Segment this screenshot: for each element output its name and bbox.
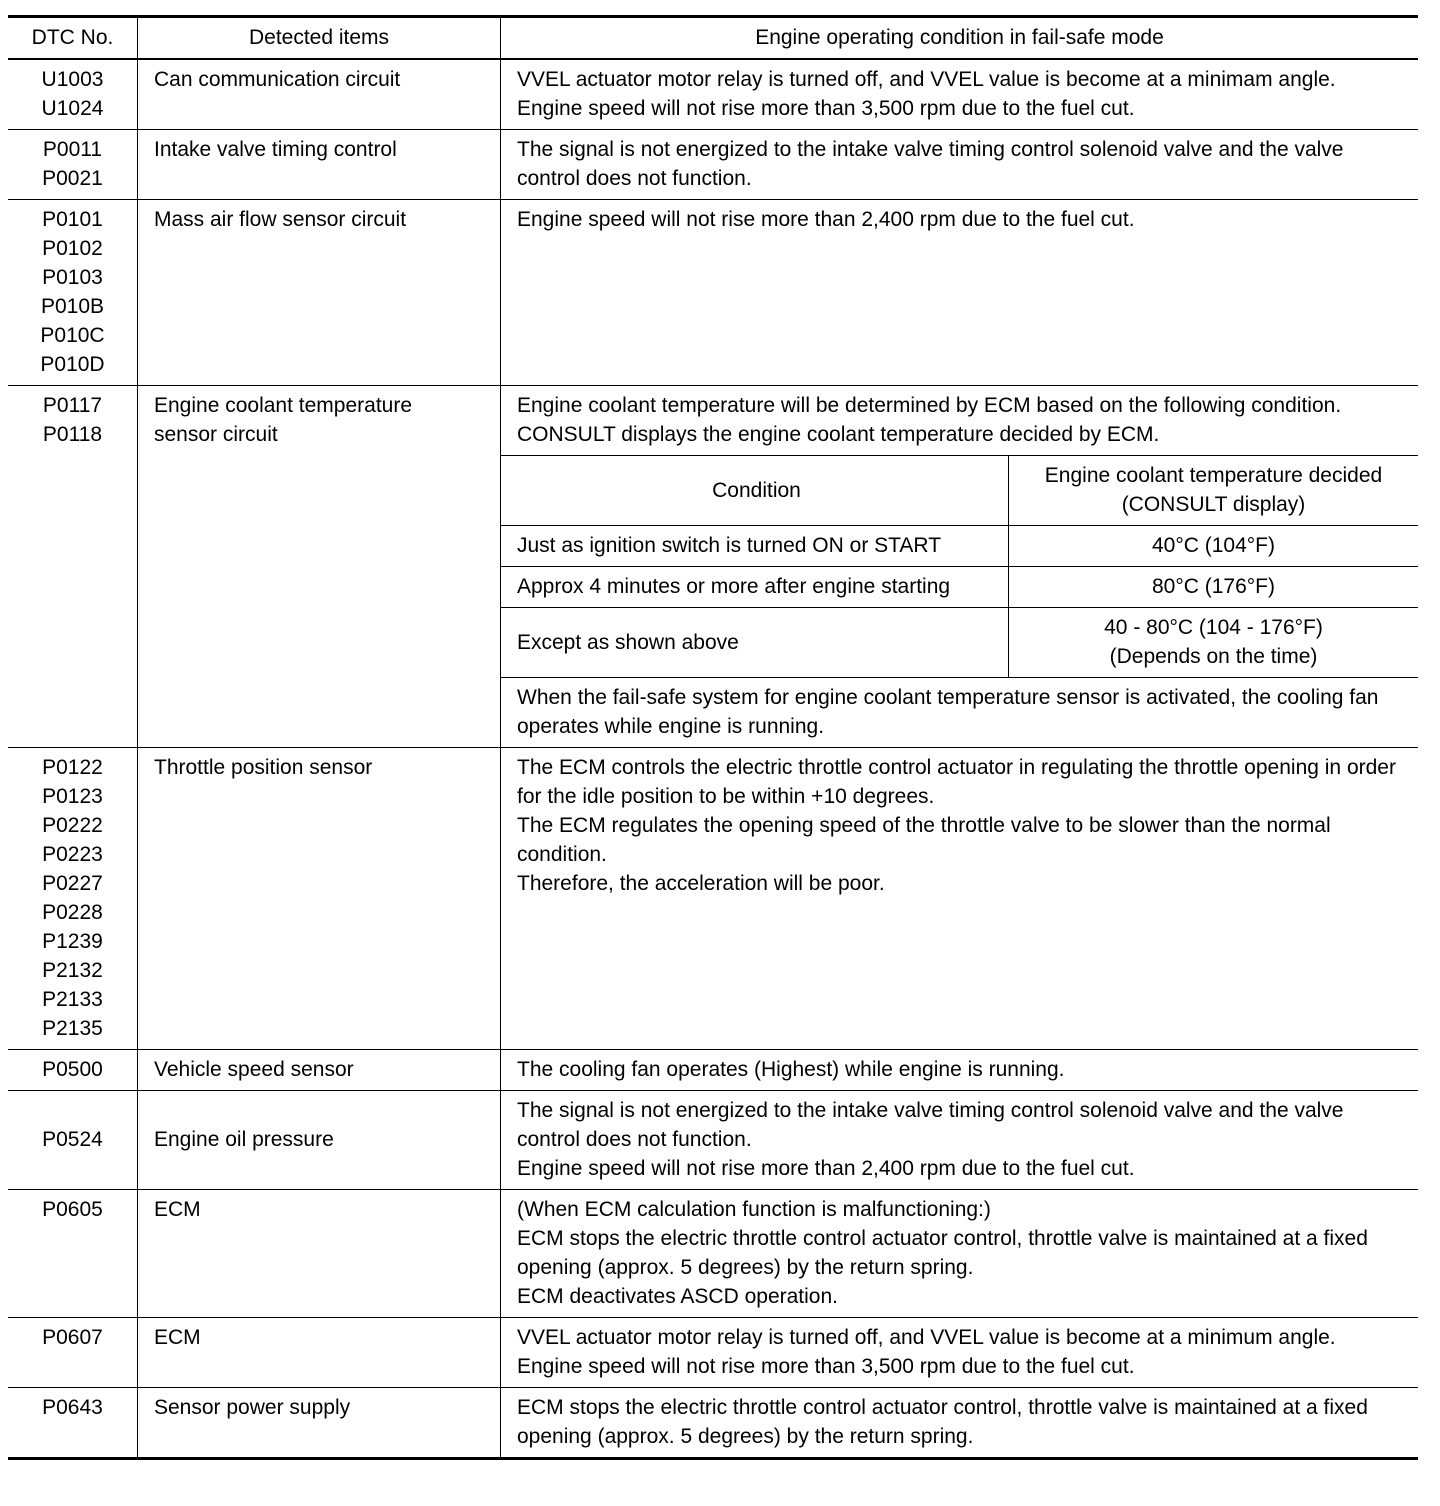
detected-item: Intake valve timing control — [138, 130, 501, 200]
condition-line: Engine speed will not rise more than 2,400 rpm due to the fuel cut. — [517, 1157, 1135, 1180]
dtc-code: P2135 — [42, 1017, 103, 1040]
table-row — [8, 1091, 1418, 1190]
header-operating-condition: Engine operating condition in fail-safe mode — [501, 17, 1419, 60]
dtc-code: P010C — [40, 324, 105, 347]
dtc-code: P0021 — [42, 167, 103, 190]
detected-item: Engine oil pressure — [138, 1091, 501, 1190]
fail-safe-table-page — [8, 15, 1418, 1460]
table-row — [8, 1318, 1418, 1388]
subtable-value-line: 40 - 80°C (104 - 176°F) — [1104, 616, 1323, 639]
table-row — [8, 59, 1418, 130]
dtc-code: P0102 — [42, 237, 103, 260]
detected-item: Can communication circuit — [138, 59, 501, 130]
dtc-code: P0117 — [42, 394, 103, 417]
dtc-code: P1239 — [42, 930, 103, 953]
condition-line: CONSULT displays the engine coolant temperature decided by ECM. — [517, 423, 1160, 446]
dtc-code: P0228 — [42, 901, 103, 924]
condition-cell — [501, 1091, 1419, 1190]
table-row — [8, 200, 1418, 386]
subtable-header-condition: Condition — [501, 456, 1009, 526]
dtc-code: P0227 — [42, 872, 103, 895]
detected-item: ECM — [138, 1190, 501, 1318]
table-row — [8, 1388, 1418, 1459]
subtable-value — [1009, 567, 1419, 608]
condition-cell — [501, 1318, 1419, 1388]
dtc-codes — [8, 748, 138, 1050]
condition-line: ECM deactivates ASCD operation. — [517, 1285, 838, 1308]
condition-line: The cooling fan operates (Highest) while engine is running. — [517, 1058, 1065, 1081]
subtable-row — [501, 567, 1418, 608]
dtc-code: P010D — [40, 353, 105, 376]
condition-cell — [501, 386, 1419, 748]
fail-safe-table — [8, 15, 1418, 1460]
header-dtc: DTC No. — [8, 17, 138, 60]
detected-item-line: Engine coolant temperature — [154, 394, 412, 417]
coolant-temperature-subtable — [501, 455, 1418, 677]
condition-line: The ECM regulates the opening speed of the throttle valve to be slower than the normal condition. — [517, 814, 1331, 866]
subtable-row — [501, 608, 1418, 678]
condition-cell — [501, 748, 1419, 1050]
table-row — [8, 386, 1418, 748]
subtable-condition: Approx 4 minutes or more after engine starting — [501, 567, 1009, 608]
subtable-value — [1009, 608, 1419, 678]
detected-item-line: sensor circuit — [154, 423, 278, 446]
dtc-code: P0122 — [42, 756, 103, 779]
condition-line: VVEL actuator motor relay is turned off, and VVEL value is become at a minimum angle. — [517, 1326, 1336, 1349]
coolant-intro — [501, 386, 1418, 455]
condition-line: Engine speed will not rise more than 3,500 rpm due to the fuel cut. — [517, 1355, 1135, 1378]
condition-line: The signal is not energized to the intake valve timing control solenoid valve and the valve control does not function. — [517, 138, 1344, 190]
subtable-header-line: Engine coolant temperature decided — [1044, 464, 1383, 487]
condition-cell — [501, 130, 1419, 200]
subtable-value-line: (Depends on the time) — [1109, 645, 1318, 668]
table-row — [8, 1190, 1418, 1318]
condition-cell — [501, 1190, 1419, 1318]
table-row — [8, 748, 1418, 1050]
subtable-header-line: (CONSULT display) — [1121, 493, 1306, 516]
condition-cell — [501, 200, 1419, 386]
table-row — [8, 1050, 1418, 1091]
detected-item: ECM — [138, 1318, 501, 1388]
subtable-row — [501, 526, 1418, 567]
condition-line: The ECM controls the electric throttle control actuator in regulating the throttle opening in order for the idle position to be within +10 degrees. — [517, 756, 1396, 808]
subtable-value-line: 80°C (176°F) — [1151, 575, 1275, 598]
dtc-codes — [8, 1318, 138, 1388]
dtc-code: P0643 — [42, 1396, 103, 1419]
detected-item: Sensor power supply — [138, 1388, 501, 1459]
dtc-code: U1024 — [41, 97, 104, 120]
condition-line: ECM stops the electric throttle control actuator control, throttle valve is maintained at a fixed opening (approx. 5 degrees) by the return spring. — [517, 1396, 1368, 1448]
header-detected-items: Detected items — [138, 17, 501, 60]
dtc-code: P0101 — [42, 208, 103, 231]
condition-cell — [501, 1050, 1419, 1091]
condition-line: ECM stops the electric throttle control actuator control, throttle valve is maintained at a fixed opening (approx. 5 degrees) by the return spring. — [517, 1227, 1368, 1279]
dtc-code: P0223 — [42, 843, 103, 866]
dtc-codes — [8, 130, 138, 200]
condition-line: (When ECM calculation function is malfunctioning:) — [517, 1198, 991, 1221]
dtc-codes — [8, 1190, 138, 1318]
coolant-note: When the fail-safe system for engine coolant temperature sensor is activated, the cooling fan operates while engine is running. — [501, 677, 1418, 747]
dtc-code: P0103 — [42, 266, 103, 289]
subtable-header-decided — [1009, 456, 1419, 526]
subtable-header-row — [501, 456, 1418, 526]
dtc-code: P0011 — [42, 138, 103, 161]
condition-line: The signal is not energized to the intake valve timing control solenoid valve and the valve control does not function. — [517, 1099, 1344, 1151]
dtc-code: P0524 — [42, 1128, 103, 1151]
subtable-condition: Except as shown above — [501, 608, 1009, 678]
dtc-code: P0118 — [42, 423, 103, 446]
condition-cell — [501, 1388, 1419, 1459]
condition-line: Engine speed will not rise more than 3,500 rpm due to the fuel cut. — [517, 97, 1135, 120]
subtable-value — [1009, 526, 1419, 567]
detected-item: Throttle position sensor — [138, 748, 501, 1050]
detected-item — [138, 386, 501, 748]
condition-cell — [501, 59, 1419, 130]
dtc-codes — [8, 200, 138, 386]
dtc-codes — [8, 1091, 138, 1190]
detected-item: Mass air flow sensor circuit — [138, 200, 501, 386]
detected-item: Vehicle speed sensor — [138, 1050, 501, 1091]
condition-line: VVEL actuator motor relay is turned off, and VVEL value is become at a minimam angle. — [517, 68, 1336, 91]
dtc-code: P0123 — [42, 785, 103, 808]
dtc-code: P010B — [40, 295, 105, 318]
dtc-code: U1003 — [41, 68, 104, 91]
condition-line: Engine speed will not rise more than 2,400 rpm due to the fuel cut. — [517, 208, 1135, 231]
dtc-codes — [8, 59, 138, 130]
subtable-condition: Just as ignition switch is turned ON or START — [501, 526, 1009, 567]
dtc-code: P0222 — [42, 814, 103, 837]
subtable-value-line: 40°C (104°F) — [1151, 534, 1275, 557]
dtc-code: P0605 — [42, 1198, 103, 1221]
dtc-code: P2132 — [42, 959, 103, 982]
condition-line: Therefore, the acceleration will be poor. — [517, 872, 885, 895]
dtc-code: P0500 — [42, 1058, 103, 1081]
dtc-codes — [8, 1050, 138, 1091]
table-header-row — [8, 17, 1418, 60]
dtc-codes — [8, 1388, 138, 1459]
condition-line: Engine coolant temperature will be determined by ECM based on the following condition. — [517, 394, 1342, 417]
dtc-codes — [8, 386, 138, 748]
table-row — [8, 130, 1418, 200]
dtc-code: P2133 — [42, 988, 103, 1011]
dtc-code: P0607 — [42, 1326, 103, 1349]
